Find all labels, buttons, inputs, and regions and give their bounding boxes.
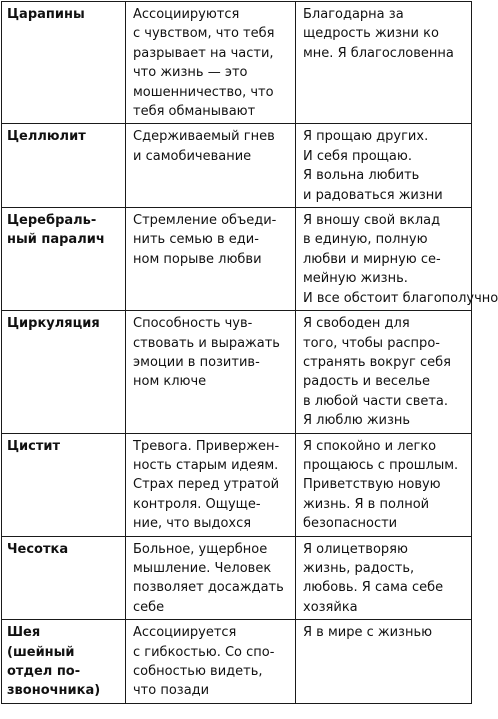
affirmation-cell-line: в единую, полную	[303, 232, 428, 248]
affirmation-cell	[296, 620, 472, 704]
affirmation-cell	[296, 2, 472, 124]
affirmation-cell-line: Приветствую новую	[303, 477, 441, 493]
affirmation-cell-line: странять вокруг себя	[303, 354, 451, 370]
term-cell-line: ный паралич	[7, 232, 105, 248]
term-cell	[2, 208, 126, 311]
affirmation-cell-line: Я люблю жизнь	[303, 413, 411, 429]
cause-cell	[126, 124, 296, 208]
affirmation-cell-line: Я вношу свой вклад	[303, 213, 441, 229]
term-cell	[2, 433, 126, 536]
cause-cell-line: Страх перед утратой	[133, 477, 280, 493]
cause-cell-line: с чувством, что тебя	[133, 26, 275, 42]
affirmation-cell-line: в любой части света.	[303, 393, 449, 409]
cause-cell-line: ствовать и выражать	[133, 335, 280, 351]
cause-cell-line: Ассоциируется	[133, 625, 237, 641]
term-cell	[2, 124, 126, 208]
term-cell	[2, 620, 126, 704]
cause-cell-line: что позади	[133, 683, 210, 699]
affirmation-cell-line: того, чтобы распро-	[303, 335, 440, 351]
cause-cell-line: Тревога. Привержен-	[133, 438, 280, 454]
cause-cell	[126, 433, 296, 536]
cause-cell-line: с гибкостью. Со спо-	[133, 644, 275, 660]
table-body	[2, 2, 498, 704]
table-row	[2, 311, 472, 433]
cause-cell-line: ном ключе	[133, 374, 207, 390]
affirmation-cell-line: прощаюсь с прошлым.	[303, 457, 459, 473]
term-cell	[2, 311, 126, 433]
term-cell	[2, 2, 126, 124]
cause-cell-line: нить семью в еди-	[133, 232, 259, 248]
symptom-table	[1, 1, 498, 704]
affirmation-cell-line: жизнь. Я в полной	[303, 496, 430, 512]
cause-cell-line: Способность чув-	[133, 316, 253, 332]
affirmation-cell-line: Я свободен для	[303, 316, 410, 332]
cause-cell	[126, 208, 296, 311]
cause-cell-line: Ассоциируются	[133, 7, 240, 22]
term-cell-line: Церебраль-	[7, 213, 97, 229]
cause-cell-line: и самобичевание	[133, 148, 252, 164]
cause-cell-line: мышление. Человек	[133, 560, 272, 576]
cause-cell-line: разрывает на части,	[133, 45, 274, 61]
affirmation-cell-line: И все обстоит благополучно	[303, 290, 498, 306]
affirmation-cell-line: Я прощаю других.	[303, 129, 429, 145]
term-cell-line: Циркуляция	[7, 316, 100, 332]
cause-cell-line: ность старым идеям.	[133, 457, 279, 473]
affirmation-cell-line: щедрость жизни ко	[303, 26, 439, 42]
table-row	[2, 2, 472, 124]
affirmation-cell-line: любовь. Я сама себе	[303, 580, 444, 596]
table-row	[2, 620, 472, 704]
affirmation-cell	[296, 124, 472, 208]
cause-cell-line: ном порыве любви	[133, 251, 262, 267]
affirmation-cell-line: мейную жизнь.	[303, 271, 408, 287]
affirmation-cell-line: хозяйка	[303, 599, 358, 615]
term-cell-line: Чесотка	[7, 541, 69, 557]
term-cell-line: Шея	[7, 625, 41, 641]
cause-cell	[126, 2, 296, 124]
affirmation-cell	[296, 536, 472, 620]
term-cell-line: Целлюлит	[7, 129, 86, 145]
term-cell-line: звоночника)	[7, 683, 101, 699]
cause-cell-line: эмоции в позитив-	[133, 354, 260, 370]
cause-cell-line: собностью видеть,	[133, 664, 263, 679]
cause-cell-line: Сдерживаемый гнев	[133, 129, 275, 145]
term-cell-line: Цистит	[7, 438, 61, 454]
affirmation-cell-line: Я спокойно и легко	[303, 438, 437, 454]
affirmation-cell	[296, 311, 472, 433]
affirmation-cell	[296, 208, 498, 311]
cause-cell-line: Больное, ущербное	[133, 541, 268, 557]
affirmation-cell-line: любви и мирную се-	[303, 251, 441, 267]
cause-cell-line: Стремление объеди-	[133, 213, 277, 229]
affirmation-cell-line: Я вольна любить	[303, 168, 420, 184]
cause-cell-line: позволяет досаждать	[133, 580, 284, 596]
affirmation-cell-line: Я олицетворяю	[303, 541, 408, 557]
affirmation-cell-line: Я в мире с жизнью	[303, 625, 433, 641]
term-cell	[2, 536, 126, 620]
cause-cell	[126, 311, 296, 433]
table-row	[2, 208, 472, 311]
affirmation-cell-line: И себя прощаю.	[303, 148, 412, 164]
cause-cell-line: контроля. Ощуще-	[133, 496, 261, 512]
cause-cell-line: тебя обманывают	[133, 104, 256, 120]
table-row	[2, 124, 472, 208]
affirmation-cell-line: безопасности	[303, 516, 398, 532]
table-row	[2, 433, 472, 536]
term-cell-line: Царапины	[7, 7, 85, 22]
cause-cell-line: что жизнь — это	[133, 65, 248, 81]
cause-cell	[126, 536, 296, 620]
term-cell-line: (шейный	[7, 644, 75, 660]
cause-cell-line: себе	[133, 599, 165, 615]
table-row	[2, 536, 472, 620]
cause-cell	[126, 620, 296, 704]
affirmation-cell-line: Благодарна за	[303, 7, 404, 22]
affirmation-cell-line: мне. Я благословенна	[303, 45, 454, 61]
affirmation-cell	[296, 433, 472, 536]
cause-cell-line: ние, что выдохся	[133, 516, 252, 532]
cause-cell-line: мошенничество, что	[133, 84, 274, 100]
affirmation-cell-line: жизнь, радость,	[303, 560, 415, 576]
affirmation-cell-line: и радоваться жизни	[303, 187, 443, 203]
affirmation-cell-line: радость и веселье	[303, 374, 431, 390]
term-cell-line: отдел по-	[7, 664, 81, 679]
